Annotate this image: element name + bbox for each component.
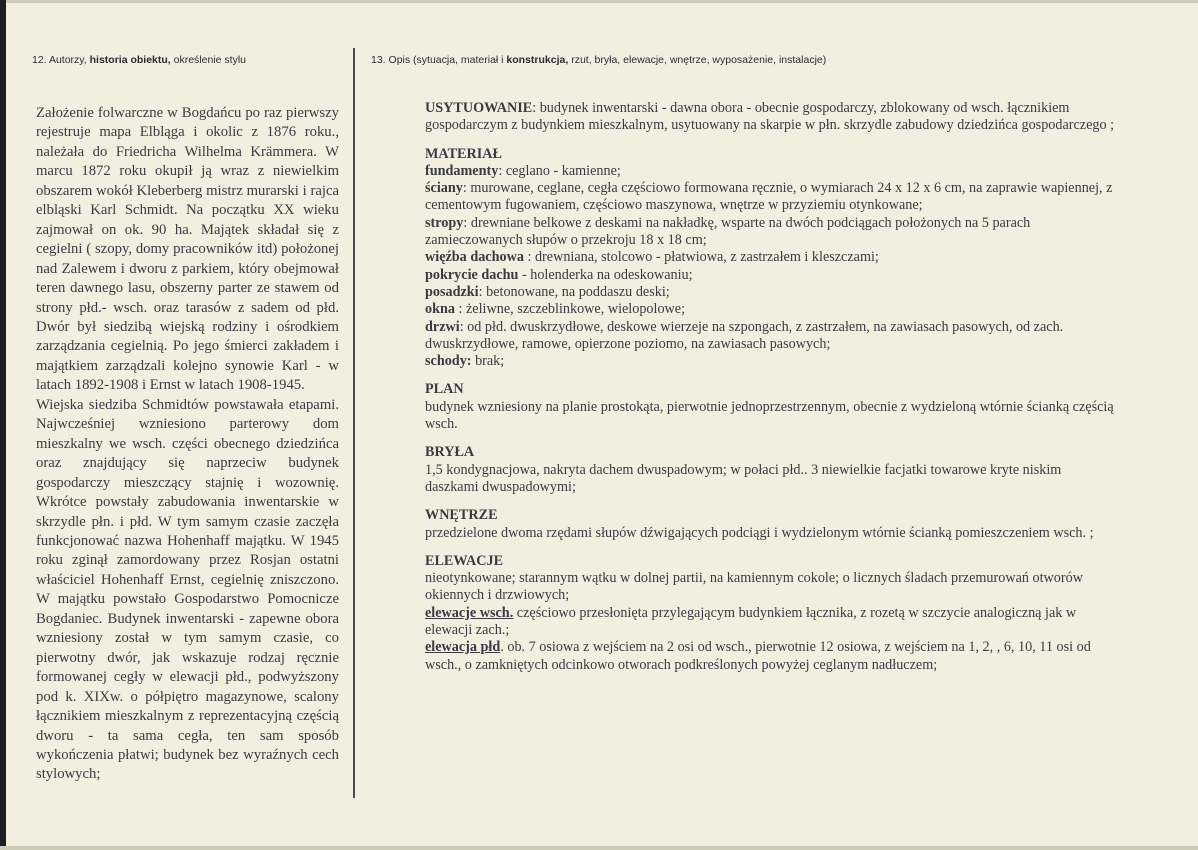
history-paragraph-2: Wiejska siedziba Schmidtów powstawała etapami. Najwcześniej wzniesiono parterowy dom mieszkalny we wsch. części obecnego dziedzińca oraz znajdujący się naprzeciw budynek gospodarczy mieszczący stajnię i wozownię. Wkrótce powstały zabudowania inwentarskie w skrzydle płn. i płd. W tym samym czasie zaczęła funkcjonować nazwa Hohenhaff majątku. W 1945 roku zginął zamordowany przez Rosjan ostatni właściciel Hohenhaff Ernst, cegielnię zniszczono. W majątku powstało Gospodarstwo Pomocnicze Bogdaniec. Budynek inwentarski - zapewne obora wzniesiony został w tym samym czasie, co pierwotny dwór, jak wskazuje rodzaj ręcznie formowanej cegły w elewacji płd., podwyższony pod k. XIXw. o półpiętro magazynowe, scalony łącznikiem mieszkalnym z reprezentacyjną częścią dworu - ta sama cegła, ten sam sposób wykończenia płatwi; budynek bez wyraźnych cech stylowych; bbox=[36, 396, 339, 783]
usytuowanie-paragraph bbox=[425, 100, 1115, 135]
wiezba-label: więźba dachowa bbox=[425, 249, 524, 266]
elewacje-pld bbox=[425, 639, 1115, 674]
section-13-title-part-c: konstrukcja, bbox=[506, 54, 569, 66]
material-posadzki bbox=[425, 284, 1115, 301]
section-13-header bbox=[371, 54, 826, 66]
pokrycie-text: - holenderka na odeskowaniu; bbox=[518, 266, 693, 283]
elewacje-pld-label: elewacja płd bbox=[425, 639, 501, 656]
fundamenty-label: fundamenty bbox=[425, 162, 499, 179]
elewacje-wsch bbox=[425, 605, 1115, 640]
wnetrze-text: przedzielone dwoma rzędami słupów dźwigających podciągi i wydzielonym wtórnie ścianką pomieszczeniem wsch. ; bbox=[425, 524, 1094, 541]
material-drzwi bbox=[425, 319, 1115, 354]
material-okna bbox=[425, 301, 1115, 318]
schody-label: schody: bbox=[425, 353, 472, 370]
okna-text: : żeliwne, szczeblinkowe, wielopolowe; bbox=[454, 301, 686, 318]
material-heading: MATERIAŁ bbox=[425, 145, 502, 162]
page-top-edge bbox=[0, 0, 1198, 3]
plan-text: budynek wzniesiony na planie prostokąta, pierwotnie jednoprzestrzennym, obecnie z wydzieloną wtórnie ścianką częścią wsch. bbox=[425, 398, 1114, 433]
material-section bbox=[425, 146, 1115, 371]
schody-text: brak; bbox=[471, 353, 505, 370]
description-column bbox=[425, 100, 1115, 674]
material-fundamenty bbox=[425, 163, 1115, 180]
history-paragraph-1: Założenie folwarczne w Bogdańcu po raz pierwszy rejestruje mapa Elbląga i okolic z 1876 roku., należała do Friedricha Wilhelma Krämmera. W marcu 1872 roku okupił ją wraz z niewielkim obszarem wokół Kleberberg mistrz murarski i rajca elbląski Karl Schmidt. Na początku XX wieku zajmował on ok. 90 ha. Majątek składał się z cegielni ( szopy, domy pracowników itd) położonej nad Zalewem i dworu z parkiem, który obejmował teren dawnego lasu, obszerny parter ze stawem od strony płd.- wsch. oraz tarasów z sadem od płd. Dwór był siedzibą wiejską rodziny i ośrodkiem zarządzania cegielnią. Po jego śmierci zakładem i majątkiem zarządzali kolejno synowie Karl - w latach 1892-1908 i Ernst w latach 1908-1945. bbox=[36, 105, 339, 394]
elewacje-text: nieotynkowane; starannym wątku w dolnej partii, na kamiennym cokole; o licznych śladach przemurowań otworów okiennych i drzwiowych; bbox=[425, 570, 1083, 604]
stropy-label: stropy bbox=[425, 214, 464, 231]
pokrycie-label: pokrycie dachu bbox=[425, 266, 519, 283]
elewacje-wsch-label: elewacje wsch. bbox=[425, 604, 514, 621]
section-12-title-part-a: Autorzy, bbox=[48, 54, 87, 66]
section-12-header bbox=[32, 54, 246, 66]
history-column bbox=[36, 104, 339, 785]
section-13-title-part-b: (sytuacja, materiał i bbox=[413, 54, 504, 66]
plan-section bbox=[425, 381, 1115, 433]
section-12-title-part-c: określenie stylu bbox=[173, 54, 246, 66]
stropy-text: : drewniane belkowe z deskami na nakładkę, wsparte na dwóch podciągach położonych na 5 parach zamieczowanych słupów o przekroju 18 x 18 cm; bbox=[425, 214, 1031, 249]
usytuowanie-heading: USYTUOWANIE bbox=[425, 100, 533, 116]
drzwi-label: drzwi bbox=[425, 318, 460, 335]
bryla-section bbox=[425, 444, 1115, 496]
material-schody bbox=[425, 353, 1115, 370]
sciany-text: : murowane, ceglane, cegła częściowo formowana ręcznie, o wymiarach 24 x 12 x 6 cm, na zaprawie wapiennej, z cementowym fugowaniem, częściowo maszynowa, wnętrze w przyziemiu otynkowane; bbox=[425, 180, 1113, 214]
material-sciany bbox=[425, 180, 1115, 215]
bryla-heading: BRYŁA bbox=[425, 444, 475, 461]
posadzki-text: : betonowane, na poddaszu deski; bbox=[478, 283, 670, 300]
wnetrze-section bbox=[425, 507, 1115, 542]
drzwi-text: : od płd. dwuskrzydłowe, deskowe wierzeje na szpongach, z zastrzałem, na zawiasach pasowych, od zach. dwuskrzydłowe, ramowe, opierzone poziomo, na zawiasach pasowych; bbox=[425, 318, 1064, 352]
page-left-edge bbox=[0, 0, 6, 850]
section-12-title-part-b: historia obiektu, bbox=[89, 54, 171, 66]
section-13-number: 13. bbox=[371, 54, 386, 66]
elewacje-heading: ELEWACJE bbox=[425, 552, 504, 569]
posadzki-label: posadzki bbox=[425, 283, 479, 300]
page-bottom-edge bbox=[0, 846, 1198, 850]
material-wiezba bbox=[425, 249, 1115, 266]
usytuowanie-text: : budynek inwentarski - dawna obora - obecnie gospodarczy, zblokowany od wsch. łącznikiem gospodarczym z budynkiem mieszkalnym, usytuowany na skarpie w płn. skrzydle zabudowy dziedzińca gospodarczego ; bbox=[425, 100, 1115, 134]
bryla-text: 1,5 kondygnacjowa, nakryta dachem dwuspadowym; w połaci płd.. 3 niewielkie facjatki towarowe kryte niskim daszkami dwuspadowymi; bbox=[425, 461, 1062, 495]
section-13-title-part-a: Opis bbox=[388, 54, 411, 66]
section-12-number: 12. bbox=[32, 54, 47, 66]
elewacje-section bbox=[425, 553, 1115, 674]
sciany-label: ściany bbox=[425, 180, 463, 197]
wnetrze-heading: WNĘTRZE bbox=[425, 507, 498, 524]
material-pokrycie bbox=[425, 267, 1115, 284]
material-stropy bbox=[425, 215, 1115, 250]
column-divider bbox=[353, 48, 355, 798]
elewacje-pld-text: . ob. 7 osiowa z wejściem na 2 osi od wsch., pierwotnie 12 osiowa, z wejściem na 1, 2, , 6, 10, 11 osi od wsch., o zamkniętych odcinkowo otworach podkreślonych powyżej ceglanym nadłuczem; bbox=[425, 639, 1091, 673]
section-13-title-part-d: rzut, bryła, elewacje, wnętrze, wyposażenie, instalacje) bbox=[571, 54, 827, 66]
wiezba-text: : drewniana, stolcowo - płatwiowa, z zastrzałem i kleszczami; bbox=[523, 249, 879, 266]
plan-heading: PLAN bbox=[425, 381, 464, 398]
fundamenty-text: : ceglano - kamienne; bbox=[498, 162, 621, 179]
elewacje-wsch-text: częściowo przesłonięta przylegającym budynkiem łącznika, z rozetą w szczycie analogiczną jak w elewacji zach.; bbox=[425, 604, 1077, 639]
okna-label: okna bbox=[425, 301, 455, 318]
